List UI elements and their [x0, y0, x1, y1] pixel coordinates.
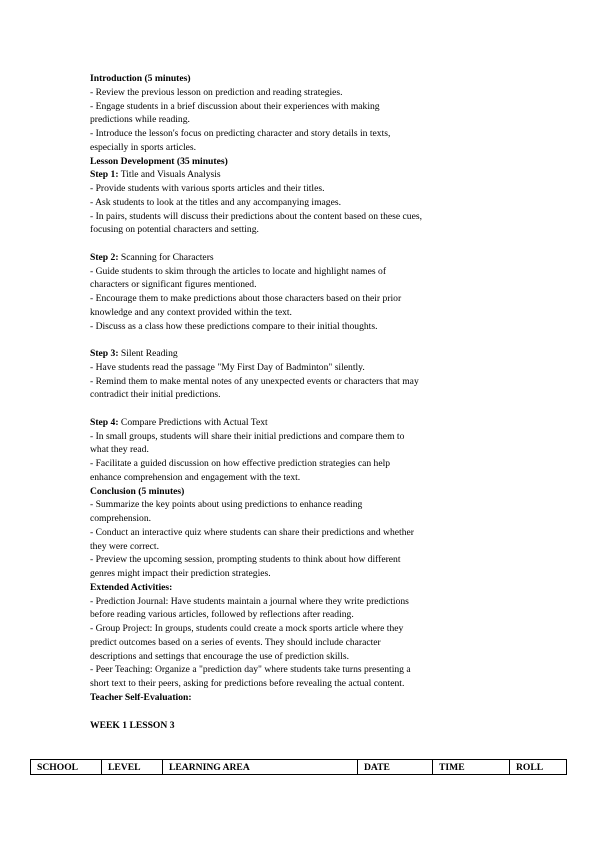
step-1-line: - Ask students to look at the titles and any accompanying images. — [90, 196, 341, 208]
conclusion-line: genres might impact their prediction strategies. — [90, 568, 271, 579]
extended-line: predict outcomes based on a series of events. They should include character — [90, 636, 381, 648]
spacer — [90, 402, 510, 416]
intro-line: especially in sports articles. — [90, 141, 197, 153]
step-3-line: contradict their initial predictions. — [90, 389, 221, 401]
spacer — [90, 237, 510, 251]
table-header-roll: ROLL — [510, 760, 567, 775]
step-2-line: - Discuss as a class how these predictions compare to their initial thoughts. — [90, 320, 378, 332]
intro-line: - Review the previous lesson on prediction and reading strategies. — [90, 86, 343, 98]
step-label: Step 1: — [90, 169, 119, 181]
step-3-line: - Have students read the passage "My First Day of Badminton" silently. — [90, 361, 365, 373]
extended-line: short text to their peers, asking for predictions before revealing the actual content. — [90, 678, 405, 689]
lesson-plan-body — [90, 72, 510, 705]
step-label: Step 4: — [90, 416, 119, 428]
conclusion-line: - Preview the upcoming session, prompting students to think about how different — [90, 554, 401, 566]
extended-heading: Extended Activities: — [90, 581, 173, 593]
step-label: Step 3: — [90, 348, 119, 359]
lesson-info-table — [30, 759, 567, 775]
table-header-school: SCHOOL — [31, 760, 102, 775]
table-header-learning-area: LEARNING AREA — [163, 760, 358, 775]
self-evaluation-heading: Teacher Self-Evaluation: — [90, 691, 192, 703]
table-header-time: TIME — [433, 760, 510, 775]
intro-line: predictions while reading. — [90, 114, 190, 126]
step-4-header — [90, 416, 510, 430]
step-title: Compare Predictions with Actual Text — [118, 416, 268, 428]
step-3-header — [90, 347, 510, 361]
intro-line: - Engage students in a brief discussion about their experiences with making — [90, 100, 380, 112]
step-4-line: what they read. — [90, 444, 149, 456]
step-3-line: - Remind them to make mental notes of any unexpected events or characters that may — [90, 375, 419, 387]
table-header-level: LEVEL — [102, 760, 163, 775]
table-header-row — [31, 760, 567, 775]
step-2-line: - Encourage them to make predictions about those characters based on their prior — [90, 293, 402, 304]
extended-line: before reading various articles, followed by reflections after reading. — [90, 609, 354, 621]
step-2-line: knowledge and any context provided within the text. — [90, 306, 292, 318]
conclusion-line: comprehension. — [90, 513, 152, 524]
extended-line: - Prediction Journal: Have students maintain a journal where they write predictions — [90, 595, 409, 607]
step-1-line: - In pairs, students will discuss their predictions about the content based on these cues, — [90, 210, 422, 222]
step-1-line: - Provide students with various sports articles and their titles. — [90, 183, 325, 194]
conclusion-heading: Conclusion (5 minutes) — [90, 485, 185, 497]
step-4-line: enhance comprehension and engagement with the text. — [90, 471, 301, 483]
step-title: Scanning for Characters — [118, 251, 214, 263]
intro-line: - Introduce the lesson's focus on predicting character and story details in texts, — [90, 128, 391, 139]
extended-line: - Group Project: In groups, students could create a mock sports article where they — [90, 623, 404, 634]
conclusion-line: they were correct. — [90, 540, 159, 552]
step-4-line: - In small groups, students will share their initial predictions and compare them to — [90, 430, 405, 442]
extended-line: descriptions and settings that encourage the use of prediction skills. — [90, 650, 349, 662]
step-1-header — [90, 168, 510, 182]
conclusion-line: - Conduct an interactive quiz where students can share their predictions and whether — [90, 526, 414, 538]
step-2-line: characters or significant figures mentioned. — [90, 279, 257, 291]
extended-line: - Peer Teaching: Organize a "prediction day" where students take turns presenting a — [90, 664, 411, 676]
development-heading: Lesson Development (35 minutes) — [90, 155, 228, 167]
table-header-date: DATE — [358, 760, 433, 775]
step-1-line: focusing on potential characters and setting. — [90, 224, 259, 236]
spacer — [90, 333, 510, 347]
step-title: Title and Visuals Analysis — [118, 169, 221, 181]
step-title: Silent Reading — [118, 348, 178, 359]
step-label: Step 2: — [90, 251, 119, 263]
step-2-line: - Guide students to skim through the articles to locate and highlight names of — [90, 265, 387, 277]
step-4-line: - Facilitate a guided discussion on how effective prediction strategies can help — [90, 458, 391, 469]
intro-heading: Introduction (5 minutes) — [90, 73, 191, 84]
conclusion-line: - Summarize the key points about using predictions to enhance reading — [90, 499, 363, 511]
step-2-header — [90, 251, 510, 265]
week-lesson-title: WEEK 1 LESSON 3 — [90, 720, 175, 731]
